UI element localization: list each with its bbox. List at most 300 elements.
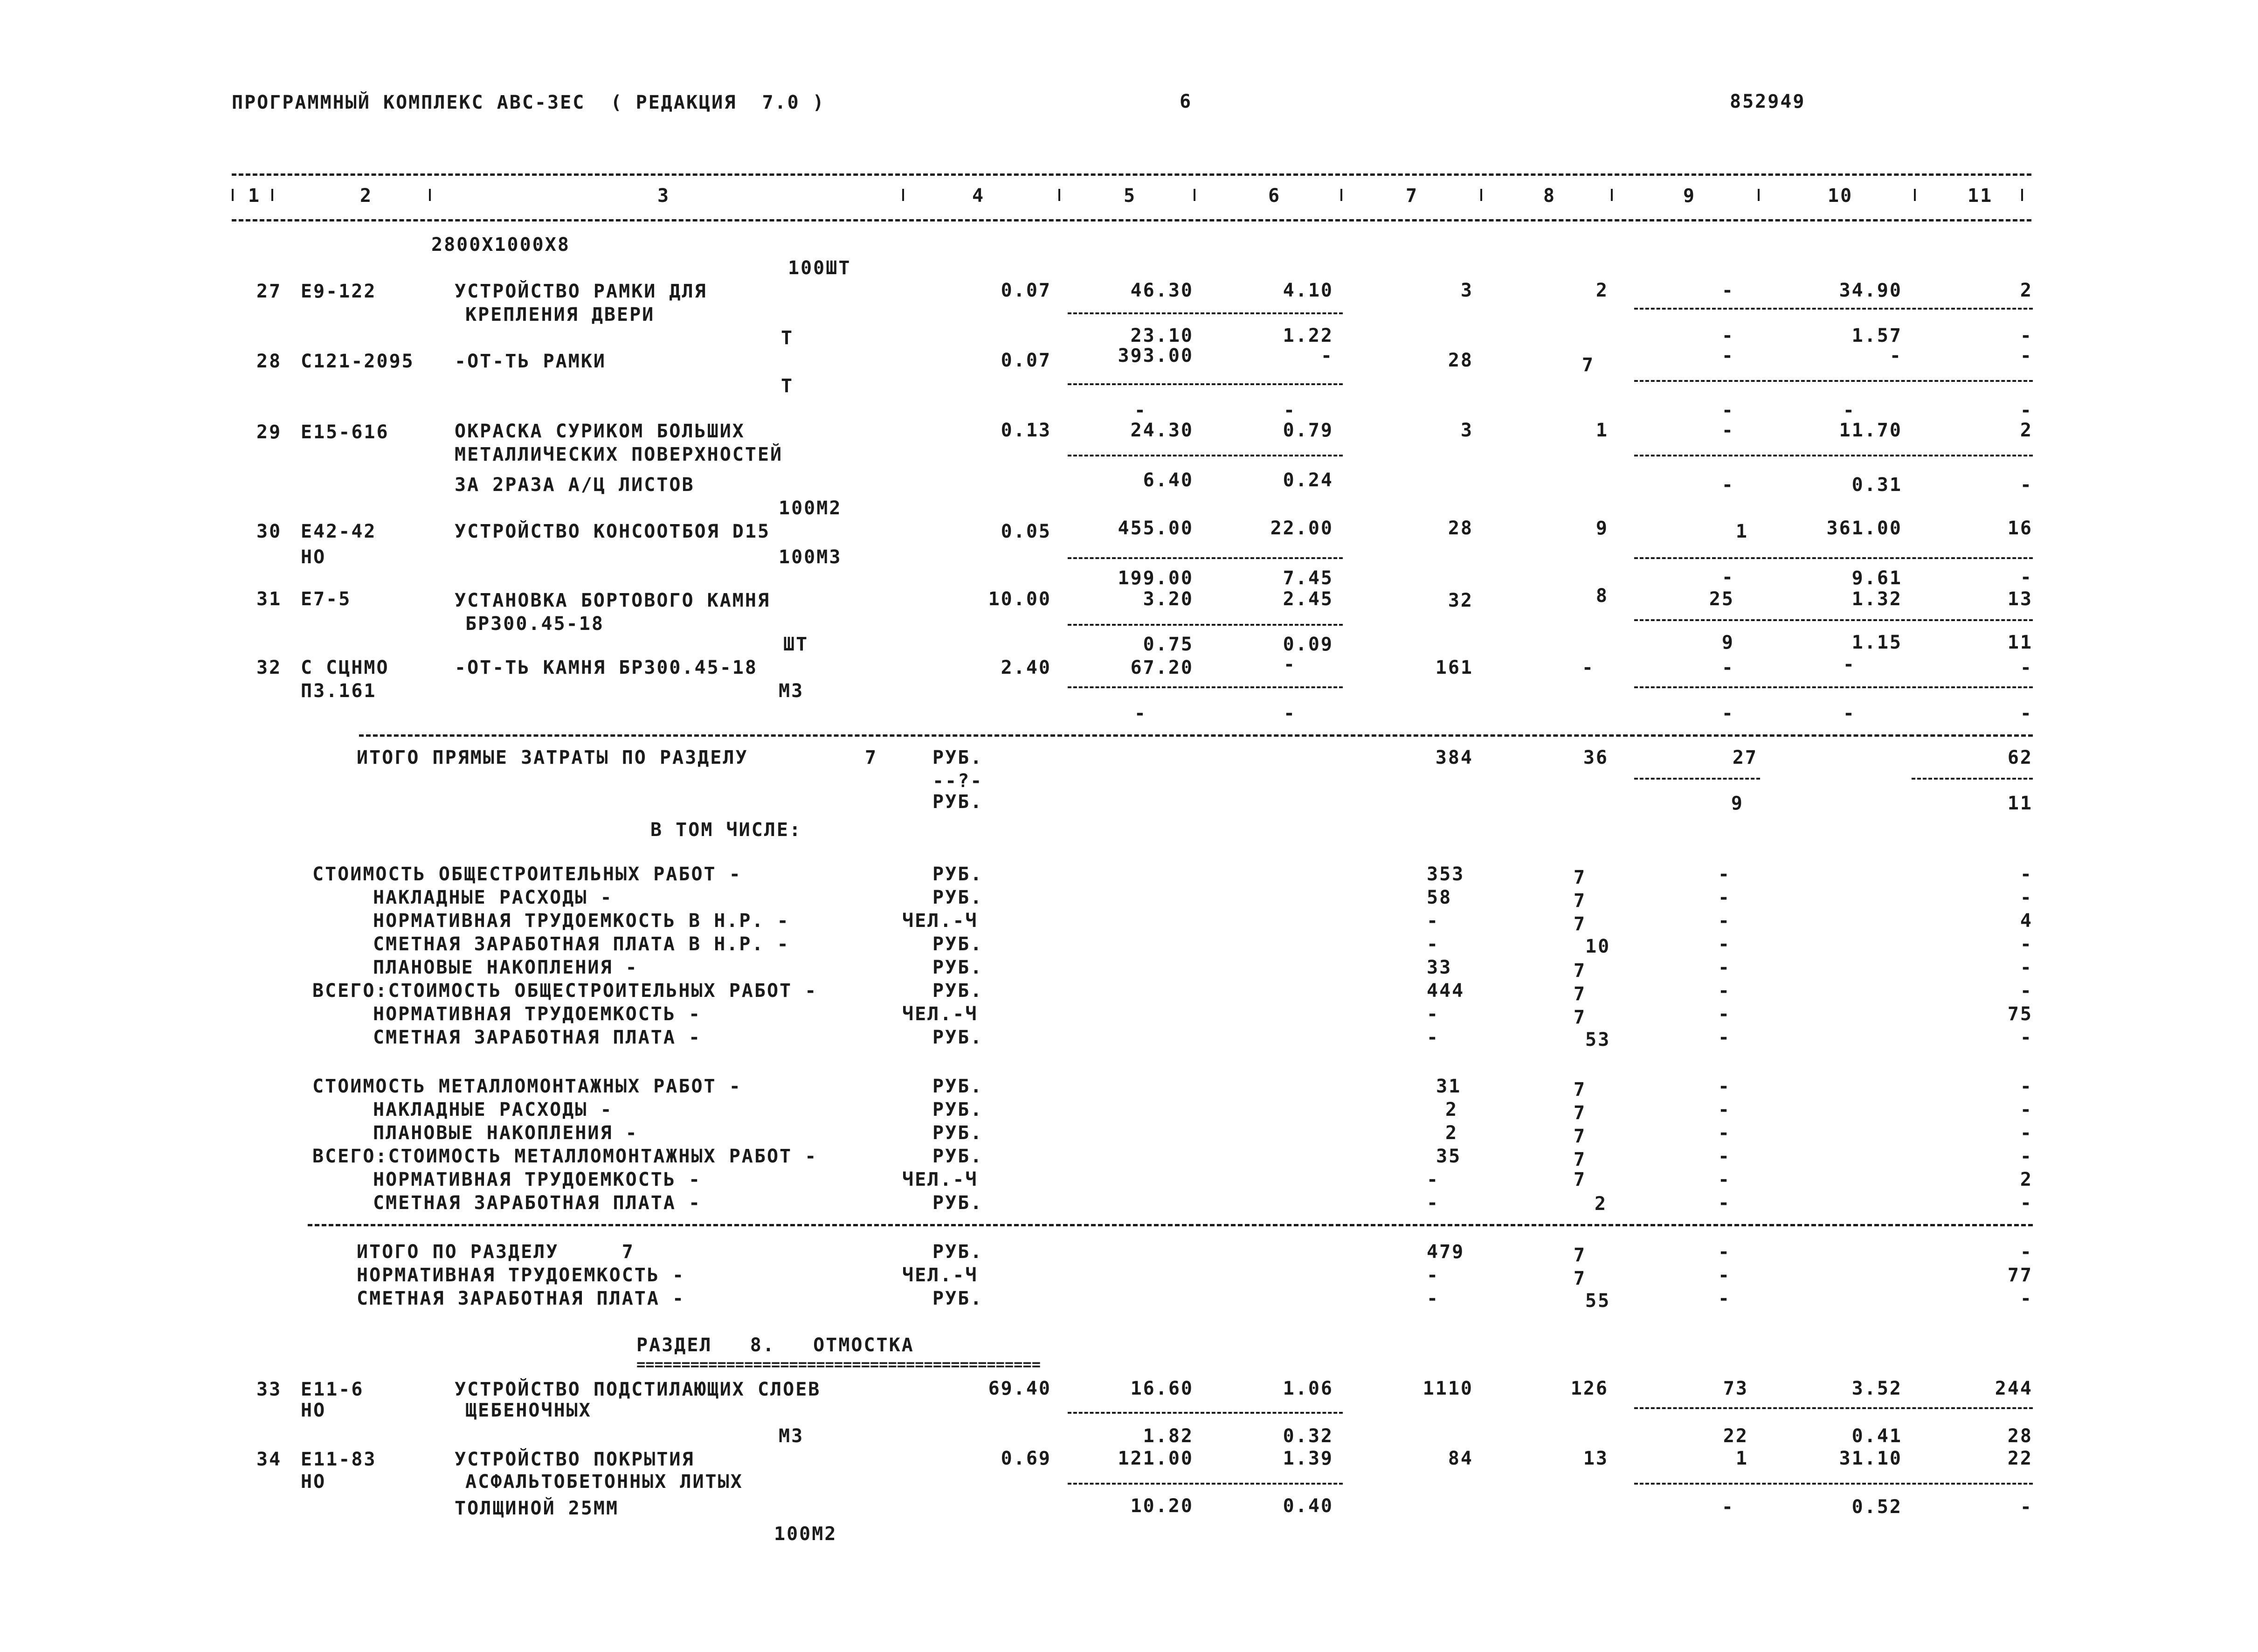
- row-28-c9: -: [1721, 345, 1734, 366]
- row-28-c9b: -: [1721, 400, 1734, 421]
- sub-rule: [1634, 455, 2033, 456]
- row-30-qty: 0.05: [1001, 521, 1051, 542]
- row-28-c11: -: [2020, 345, 2033, 366]
- row-32-c5: 67.20: [1130, 657, 1194, 678]
- row-34-num: 34: [256, 1449, 282, 1470]
- row-27-qty: 0.07: [1001, 280, 1051, 301]
- metall-c7: -: [1427, 1192, 1440, 1214]
- metall-c8: 7: [1574, 1149, 1587, 1170]
- section-total-rule: [359, 734, 2033, 737]
- metall-c8: 7: [1574, 1079, 1587, 1100]
- obshch-label: НОРМАТИВНАЯ ТРУДОЕМКОСТЬ -: [373, 1003, 702, 1025]
- row-34-c11: 22: [2007, 1448, 2033, 1469]
- row-33-c7: 1110: [1422, 1378, 1473, 1399]
- row-34-c9b: -: [1721, 1496, 1734, 1518]
- obshch-unit: ЧЕЛ.-Ч: [902, 1003, 978, 1025]
- row-30-c11: 16: [2007, 518, 2033, 539]
- itogo-razdel-c9: -: [1718, 1265, 1731, 1286]
- sub-rule: [1634, 557, 2033, 559]
- row-31-unit: ШТ: [783, 634, 809, 655]
- row-29-num: 29: [256, 422, 282, 443]
- row-28-c6: -: [1320, 345, 1333, 366]
- obshch-c8: 7: [1574, 890, 1587, 912]
- obshch-c9: -: [1718, 933, 1731, 955]
- row-34-c6: 1.39: [1283, 1448, 1333, 1469]
- row-31-c10: 1.32: [1851, 588, 1902, 610]
- sub-rule: [1068, 624, 1343, 626]
- row-27-unit2: Т: [781, 327, 794, 349]
- row-31-c6: 2.45: [1283, 588, 1333, 610]
- row-27-name: УСТРОЙСТВО РАМКИ ДЛЯ: [455, 281, 707, 302]
- itogo-pryamye-section: 7: [865, 747, 878, 768]
- row-27-c9: -: [1721, 280, 1734, 301]
- sub-rule: [1068, 383, 1343, 385]
- itogo-razdel-label: СМЕТНАЯ ЗАРАБОТНАЯ ПЛАТА -: [357, 1288, 685, 1309]
- metall-c11: -: [2020, 1099, 2033, 1120]
- sub-rule: [1634, 686, 2033, 688]
- row-31-c9: 25: [1709, 588, 1734, 610]
- row-29-c8: 1: [1595, 420, 1609, 441]
- obshch-c8: 7: [1574, 960, 1587, 982]
- metall-unit: РУБ.: [932, 1076, 983, 1097]
- obshch-c8: 53: [1585, 1029, 1611, 1051]
- row-28-c10b: -: [1843, 400, 1856, 421]
- row-30-c11b: -: [2020, 567, 2033, 588]
- metall-c7: -: [1427, 1169, 1440, 1190]
- itogo-razdel-c7: 479: [1427, 1241, 1465, 1263]
- metall-label: НОРМАТИВНАЯ ТРУДОЕМКОСТЬ -: [373, 1169, 702, 1190]
- metall-c8: 7: [1574, 1126, 1587, 1147]
- row-30-c6b: 7.45: [1283, 567, 1333, 589]
- col-sep: [1758, 189, 1760, 201]
- row-29-c11b: -: [2020, 474, 2033, 496]
- obshch-c8: 7: [1574, 913, 1587, 935]
- sub-rule: [1634, 778, 1760, 780]
- row-30-c10b: 9.61: [1851, 567, 1902, 589]
- itogo-razdel-c9: -: [1718, 1241, 1731, 1263]
- row-30-unit: 100М3: [779, 546, 842, 568]
- sub-rule: [1068, 686, 1343, 688]
- row-34-qty: 0.69: [1001, 1448, 1051, 1469]
- col-sep: [429, 189, 431, 201]
- sub-rule: [1068, 1412, 1343, 1414]
- col-header-6: 6: [1268, 185, 1281, 207]
- row-27-c10: 34.90: [1839, 280, 1902, 301]
- col-header-4: 4: [972, 185, 985, 207]
- row-28-c6b: -: [1283, 400, 1296, 421]
- row-29-code: Е15-616: [301, 422, 389, 443]
- sub-rule: [1068, 557, 1343, 559]
- metall-c8: 7: [1574, 1102, 1587, 1124]
- metall-c11: -: [2020, 1076, 2033, 1097]
- obshch-c9: -: [1718, 864, 1731, 885]
- row-34-c7: 84: [1448, 1448, 1473, 1469]
- row-34-c6b: 0.40: [1283, 1495, 1333, 1517]
- row-34-c11b: -: [2020, 1496, 2033, 1518]
- row-29-c6: 0.79: [1283, 420, 1333, 441]
- obshch-c11: -: [2020, 864, 2033, 885]
- metall-c11: -: [2020, 1122, 2033, 1144]
- obshch-c11: 4: [2020, 910, 2033, 932]
- row-27-c5b: 23.10: [1130, 325, 1194, 346]
- row-32-code: С СЦНМО: [301, 657, 389, 678]
- metall-c11: -: [2020, 1192, 2033, 1214]
- row-32-num: 32: [256, 657, 282, 678]
- row-31-c8: 8: [1595, 585, 1609, 607]
- itogo-razdel-label: ИТОГО ПО РАЗДЕЛУ 7: [357, 1241, 635, 1263]
- obshch-c8: 7: [1574, 867, 1587, 888]
- row-27-c6: 4.10: [1283, 280, 1333, 301]
- row-34-code: Е11-83: [301, 1449, 377, 1470]
- row-29-name: МЕТАЛЛИЧЕСКИХ ПОВЕРХНОСТЕЙ: [455, 444, 783, 465]
- obshch-c7: 33: [1427, 957, 1452, 978]
- row-32-c10b: -: [1843, 703, 1856, 724]
- itogo-razdel-c8: 55: [1585, 1290, 1611, 1312]
- row-33-code2: НО: [301, 1400, 326, 1421]
- page-number: 6: [1180, 91, 1193, 112]
- obshch-c7: 353: [1427, 864, 1465, 885]
- itogo-razdel-unit: РУБ.: [932, 1288, 983, 1309]
- itogo-pryamye-c11b: 11: [2007, 793, 2033, 814]
- metall-c9: -: [1718, 1122, 1731, 1144]
- itogo-pryamye-unit: РУБ.: [932, 747, 983, 768]
- row-31-c7: 32: [1448, 590, 1473, 611]
- row-27-c11b: -: [2020, 325, 2033, 346]
- row-34-name: ТОЛЩИНОЙ 25ММ: [455, 1498, 619, 1519]
- sub-rule: [1068, 1483, 1343, 1485]
- row-32-c8: -: [1581, 657, 1595, 678]
- col-header-2: 2: [360, 185, 373, 207]
- row-27-c10b: 1.57: [1851, 325, 1902, 346]
- metall-c11: 2: [2020, 1169, 2033, 1190]
- row-29-c10: 11.70: [1839, 420, 1902, 441]
- row-33-c5b: 1.82: [1143, 1425, 1194, 1447]
- row-34-name: УСТРОЙСТВО ПОКРЫТИЯ: [455, 1449, 695, 1470]
- obshch-label: ПЛАНОВЫЕ НАКОПЛЕНИЯ -: [373, 957, 638, 978]
- table-header-rule: [232, 219, 2031, 221]
- row-32-c9: -: [1721, 657, 1734, 678]
- row-30-name: УСТРОЙСТВО КОНСООТБОЯ D15: [455, 521, 771, 542]
- metall-label: СМЕТНАЯ ЗАРАБОТНАЯ ПЛАТА -: [373, 1192, 702, 1214]
- row-33-name: ЩЕБЕНОЧНЫХ: [465, 1400, 592, 1421]
- row-32-unit: М3: [779, 680, 804, 702]
- row-34-c10b: 0.52: [1851, 1496, 1902, 1518]
- itogo-pryamye-c9b: 9: [1731, 793, 1744, 814]
- row-30-num: 30: [256, 521, 282, 542]
- itogo-razdel-label: НОРМАТИВНАЯ ТРУДОЕМКОСТЬ -: [357, 1265, 685, 1286]
- obshch-unit: РУБ.: [932, 1027, 983, 1048]
- row-28-qty: 0.07: [1001, 350, 1051, 371]
- row-29-c6b: 0.24: [1283, 470, 1333, 491]
- obshch-c9: -: [1718, 957, 1731, 978]
- row-34-c8: 13: [1583, 1448, 1609, 1469]
- obshch-unit: ЧЕЛ.-Ч: [902, 910, 978, 932]
- row-28-name: -ОТ-ТЬ РАМКИ: [455, 351, 606, 372]
- row-33-c11b: 28: [2007, 1425, 2033, 1447]
- col-sep: [1914, 189, 1916, 201]
- row-33-c11: 244: [1995, 1378, 2033, 1399]
- col-header-7: 7: [1406, 185, 1419, 207]
- row-30-c9: 1: [1735, 521, 1748, 542]
- col-sep: [1611, 189, 1613, 201]
- metall-c11: -: [2020, 1146, 2033, 1167]
- metall-c7: 2: [1445, 1099, 1458, 1120]
- row-32-code2: П3.161: [301, 680, 377, 702]
- row-26-tail: 2800Х1000Х8: [431, 234, 570, 256]
- row-31-name: БР300.45-18: [465, 613, 604, 635]
- section-8-underline: =============================================: [636, 1355, 1041, 1373]
- obshch-c9: -: [1718, 1003, 1731, 1025]
- row-34-c10: 31.10: [1839, 1448, 1902, 1469]
- row-31-c5: 3.20: [1143, 588, 1194, 610]
- itogo-pryamye-c7: 384: [1435, 747, 1473, 768]
- row-27-c8: 2: [1595, 280, 1609, 301]
- row-34-c5: 121.00: [1118, 1448, 1194, 1469]
- row-29-unit: 100М2: [779, 498, 842, 519]
- obshch-c7: -: [1427, 1027, 1440, 1048]
- sub-rule: [1068, 455, 1343, 456]
- row-27-c7: 3: [1460, 280, 1473, 301]
- obshch-c9: -: [1718, 887, 1731, 908]
- obshch-unit: РУБ.: [932, 887, 983, 908]
- obshch-c8: 10: [1585, 936, 1611, 957]
- itogo-razdel-rule: [308, 1224, 2033, 1226]
- obshch-c9: -: [1718, 1027, 1731, 1048]
- obshch-unit: РУБ.: [932, 933, 983, 955]
- col-header-11: 11: [1968, 185, 1993, 207]
- col-sep: [1340, 189, 1342, 201]
- col-header-8: 8: [1543, 185, 1556, 207]
- row-33-c9: 73: [1723, 1378, 1748, 1399]
- row-32-c6b: -: [1283, 703, 1296, 724]
- doc-code: 852949: [1730, 91, 1806, 112]
- obshch-c8: 7: [1574, 1007, 1587, 1028]
- col-sep: [271, 189, 273, 201]
- row-27-c11: 2: [2020, 280, 2033, 301]
- row-29-c9: -: [1721, 420, 1734, 441]
- row-32-c11: -: [2020, 657, 2033, 678]
- row-30-c8: 9: [1595, 518, 1609, 539]
- metall-c8: 2: [1595, 1193, 1608, 1215]
- itogo-razdel-c11: -: [2020, 1288, 2033, 1309]
- obshch-label: НАКЛАДНЫЕ РАСХОДЫ -: [373, 887, 613, 908]
- obshch-label: СМЕТНАЯ ЗАРАБОТНАЯ ПЛАТА -: [373, 1027, 702, 1048]
- row-31-c11b: 11: [2007, 632, 2033, 653]
- col-sep: [2021, 189, 2023, 201]
- row-28-code: С121-2095: [301, 351, 414, 372]
- metall-unit: РУБ.: [932, 1099, 983, 1120]
- row-32-c7: 161: [1435, 657, 1473, 678]
- sub-rule: [1634, 308, 2033, 310]
- section-8-title: РАЗДЕЛ 8. ОТМОСТКА: [636, 1334, 914, 1356]
- row-30-c5: 455.00: [1118, 518, 1194, 539]
- row-28-unit2: Т: [781, 375, 794, 397]
- row-27-c6b: 1.22: [1283, 325, 1333, 346]
- sub-rule: [1634, 1483, 2033, 1485]
- row-34-name: АСФАЛЬТОБЕТОННЫХ ЛИТЫХ: [465, 1471, 743, 1493]
- row-28-c5: 393.00: [1118, 345, 1194, 366]
- metall-label: ПЛАНОВЫЕ НАКОПЛЕНИЯ -: [373, 1122, 638, 1144]
- row-34-c5b: 10.20: [1130, 1495, 1194, 1517]
- row-29-c11: 2: [2020, 420, 2033, 441]
- row-29-qty: 0.13: [1001, 420, 1051, 441]
- row-27-c9b: -: [1721, 325, 1734, 346]
- metall-c7: 31: [1436, 1076, 1462, 1097]
- row-30-c10: 361.00: [1826, 518, 1902, 539]
- itogo-pryamye-dash: --?-: [932, 770, 983, 792]
- metall-unit: ЧЕЛ.-Ч: [902, 1169, 978, 1190]
- row-30-c5b: 199.00: [1118, 567, 1194, 589]
- col-sep: [1058, 189, 1060, 201]
- obshch-c11: -: [2020, 957, 2033, 978]
- row-34-unit: 100М2: [774, 1523, 837, 1545]
- program-title: ПРОГРАММНЫЙ КОМПЛЕКС АВС-3ЕС ( РЕДАКЦИЯ 7.0 ): [232, 92, 825, 113]
- row-27-code: Е9-122: [301, 281, 377, 302]
- row-29-c7: 3: [1460, 420, 1473, 441]
- obshch-c11: 75: [2007, 1003, 2033, 1025]
- row-31-num: 31: [256, 588, 282, 610]
- itogo-pryamye-c9: 27: [1732, 747, 1758, 768]
- obshch-c7: 444: [1427, 980, 1465, 1002]
- row-32-c6: -: [1283, 654, 1296, 675]
- itogo-razdel-c11: -: [2020, 1241, 2033, 1263]
- row-31-c11: 13: [2007, 588, 2033, 610]
- obshch-c7: -: [1427, 910, 1440, 932]
- row-28-num: 28: [256, 351, 282, 372]
- obshch-c11: -: [2020, 1027, 2033, 1048]
- obshch-c7: 58: [1427, 887, 1452, 908]
- col-sep: [902, 189, 904, 201]
- row-33-c9b: 22: [1723, 1425, 1748, 1447]
- row-29-name: ЗА 2РАЗА А/Ц ЛИСТОВ: [455, 474, 695, 496]
- row-29-name: ОКРАСКА СУРИКОМ БОЛЬШИХ: [455, 421, 745, 442]
- metall-c9: -: [1718, 1192, 1731, 1214]
- obshch-c7: -: [1427, 933, 1440, 955]
- metall-c9: -: [1718, 1076, 1731, 1097]
- row-28-c10: -: [1889, 345, 1902, 366]
- row-31-code: Е7-5: [301, 588, 352, 610]
- itogo-razdel-c9: -: [1718, 1288, 1731, 1309]
- col-header-1: 1: [248, 185, 261, 207]
- row-33-c5: 16.60: [1130, 1378, 1194, 1399]
- row-27-name: КРЕПЛЕНИЯ ДВЕРИ: [465, 304, 655, 325]
- col-header-3: 3: [657, 185, 670, 207]
- obshch-c7: -: [1427, 1003, 1440, 1025]
- row-30-c6: 22.00: [1270, 518, 1333, 539]
- metall-label: СТОИМОСТЬ МЕТАЛЛОМОНТАЖНЫХ РАБОТ -: [312, 1076, 742, 1097]
- obshch-c9: -: [1718, 910, 1731, 932]
- row-33-c10b: 0.41: [1851, 1425, 1902, 1447]
- col-sep: [1480, 189, 1482, 201]
- row-29-c9b: -: [1721, 474, 1734, 496]
- row-32-c11b: -: [2020, 703, 2033, 724]
- obshch-unit: РУБ.: [932, 957, 983, 978]
- row-30-c7: 28: [1448, 518, 1473, 539]
- row-33-c6: 1.06: [1283, 1378, 1333, 1399]
- metall-unit: РУБ.: [932, 1146, 983, 1167]
- itogo-razdel-c8: 7: [1574, 1244, 1587, 1266]
- metall-unit: РУБ.: [932, 1122, 983, 1144]
- itogo-pryamye-unit2: РУБ.: [932, 791, 983, 813]
- row-31-c9b: 9: [1721, 632, 1734, 653]
- itogo-razdel-c8: 7: [1574, 1268, 1587, 1289]
- sub-rule: [1912, 778, 2033, 780]
- metall-c9: -: [1718, 1146, 1731, 1167]
- row-32-c10: -: [1843, 654, 1856, 675]
- row-33-num: 33: [256, 1379, 282, 1400]
- row-33-c6b: 0.32: [1283, 1425, 1333, 1447]
- obshch-c11: -: [2020, 980, 2033, 1002]
- row-27-num: 27: [256, 281, 282, 302]
- row-34-code2: НО: [301, 1471, 326, 1493]
- obshch-label: СТОИМОСТЬ ОБЩЕСТРОИТЕЛЬНЫХ РАБОТ -: [312, 864, 742, 885]
- col-sep: [232, 189, 234, 201]
- v-tom-chisle: В ТОМ ЧИСЛЕ:: [650, 819, 802, 841]
- itogo-pryamye-c8: 36: [1583, 747, 1609, 768]
- row-33-c10: 3.52: [1851, 1378, 1902, 1399]
- row-31-c6b: 0.09: [1283, 634, 1333, 655]
- row-28-c11b: -: [2020, 400, 2033, 421]
- metall-c7: 35: [1436, 1146, 1462, 1167]
- sub-rule: [1068, 312, 1343, 314]
- row-27-unit: 100ШТ: [788, 257, 851, 279]
- metall-c9: -: [1718, 1169, 1731, 1190]
- metall-label: НАКЛАДНЫЕ РАСХОДЫ -: [373, 1099, 613, 1120]
- obshch-label: СМЕТНАЯ ЗАРАБОТНАЯ ПЛАТА В Н.Р. -: [373, 933, 790, 955]
- table-top-rule: [232, 173, 2031, 176]
- row-31-name: УСТАНОВКА БОРТОВОГО КАМНЯ: [455, 590, 771, 611]
- metall-c7: 2: [1445, 1122, 1458, 1144]
- itogo-razdel-c7: -: [1427, 1265, 1440, 1286]
- row-28-c8: 7: [1581, 354, 1595, 376]
- obshch-c8: 7: [1574, 983, 1587, 1005]
- itogo-pryamye-label: ИТОГО ПРЯМЫЕ ЗАТРАТЫ ПО РАЗДЕЛУ: [357, 747, 748, 768]
- row-30-code: Е42-42: [301, 521, 377, 542]
- col-header-10: 10: [1828, 185, 1853, 207]
- row-31-qty: 10.00: [988, 588, 1051, 610]
- metall-c8: 7: [1574, 1169, 1587, 1190]
- itogo-razdel-c7: -: [1427, 1288, 1440, 1309]
- obshch-c11: -: [2020, 933, 2033, 955]
- obshch-unit: РУБ.: [932, 980, 983, 1002]
- obshch-c9: -: [1718, 980, 1731, 1002]
- row-28-c5b: -: [1134, 400, 1147, 421]
- row-28-c7: 28: [1448, 350, 1473, 371]
- row-32-c5b: -: [1134, 703, 1147, 724]
- itogo-pryamye-c11: 62: [2007, 747, 2033, 768]
- itogo-razdel-c11: 77: [2007, 1265, 2033, 1286]
- row-33-code: Е11-6: [301, 1379, 364, 1400]
- col-header-5: 5: [1124, 185, 1137, 207]
- row-33-name: УСТРОЙСТВО ПОДСТИЛАЮЩИХ СЛОЕВ: [455, 1379, 821, 1400]
- row-30-c9b: -: [1721, 567, 1734, 588]
- sub-rule: [1634, 1407, 2033, 1409]
- row-29-c10b: 0.31: [1851, 474, 1902, 496]
- row-29-c5b: 6.40: [1143, 470, 1194, 491]
- sub-rule: [1634, 619, 2033, 621]
- obshch-c11: -: [2020, 887, 2033, 908]
- row-31-c5b: 0.75: [1143, 634, 1194, 655]
- metall-label: ВСЕГО:СТОИМОСТЬ МЕТАЛЛОМОНТАЖНЫХ РАБОТ -: [312, 1146, 818, 1167]
- row-32-c9b: -: [1721, 703, 1734, 724]
- row-34-c9: 1: [1735, 1448, 1748, 1469]
- obshch-label: НОРМАТИВНАЯ ТРУДОЕМКОСТЬ В Н.Р. -: [373, 910, 790, 932]
- row-32-name: -ОТ-ТЬ КАМНЯ БР300.45-18: [455, 657, 758, 678]
- metall-unit: РУБ.: [932, 1192, 983, 1214]
- row-33-c8: 126: [1570, 1378, 1609, 1399]
- row-31-c10b: 1.15: [1851, 632, 1902, 653]
- metall-c9: -: [1718, 1099, 1731, 1120]
